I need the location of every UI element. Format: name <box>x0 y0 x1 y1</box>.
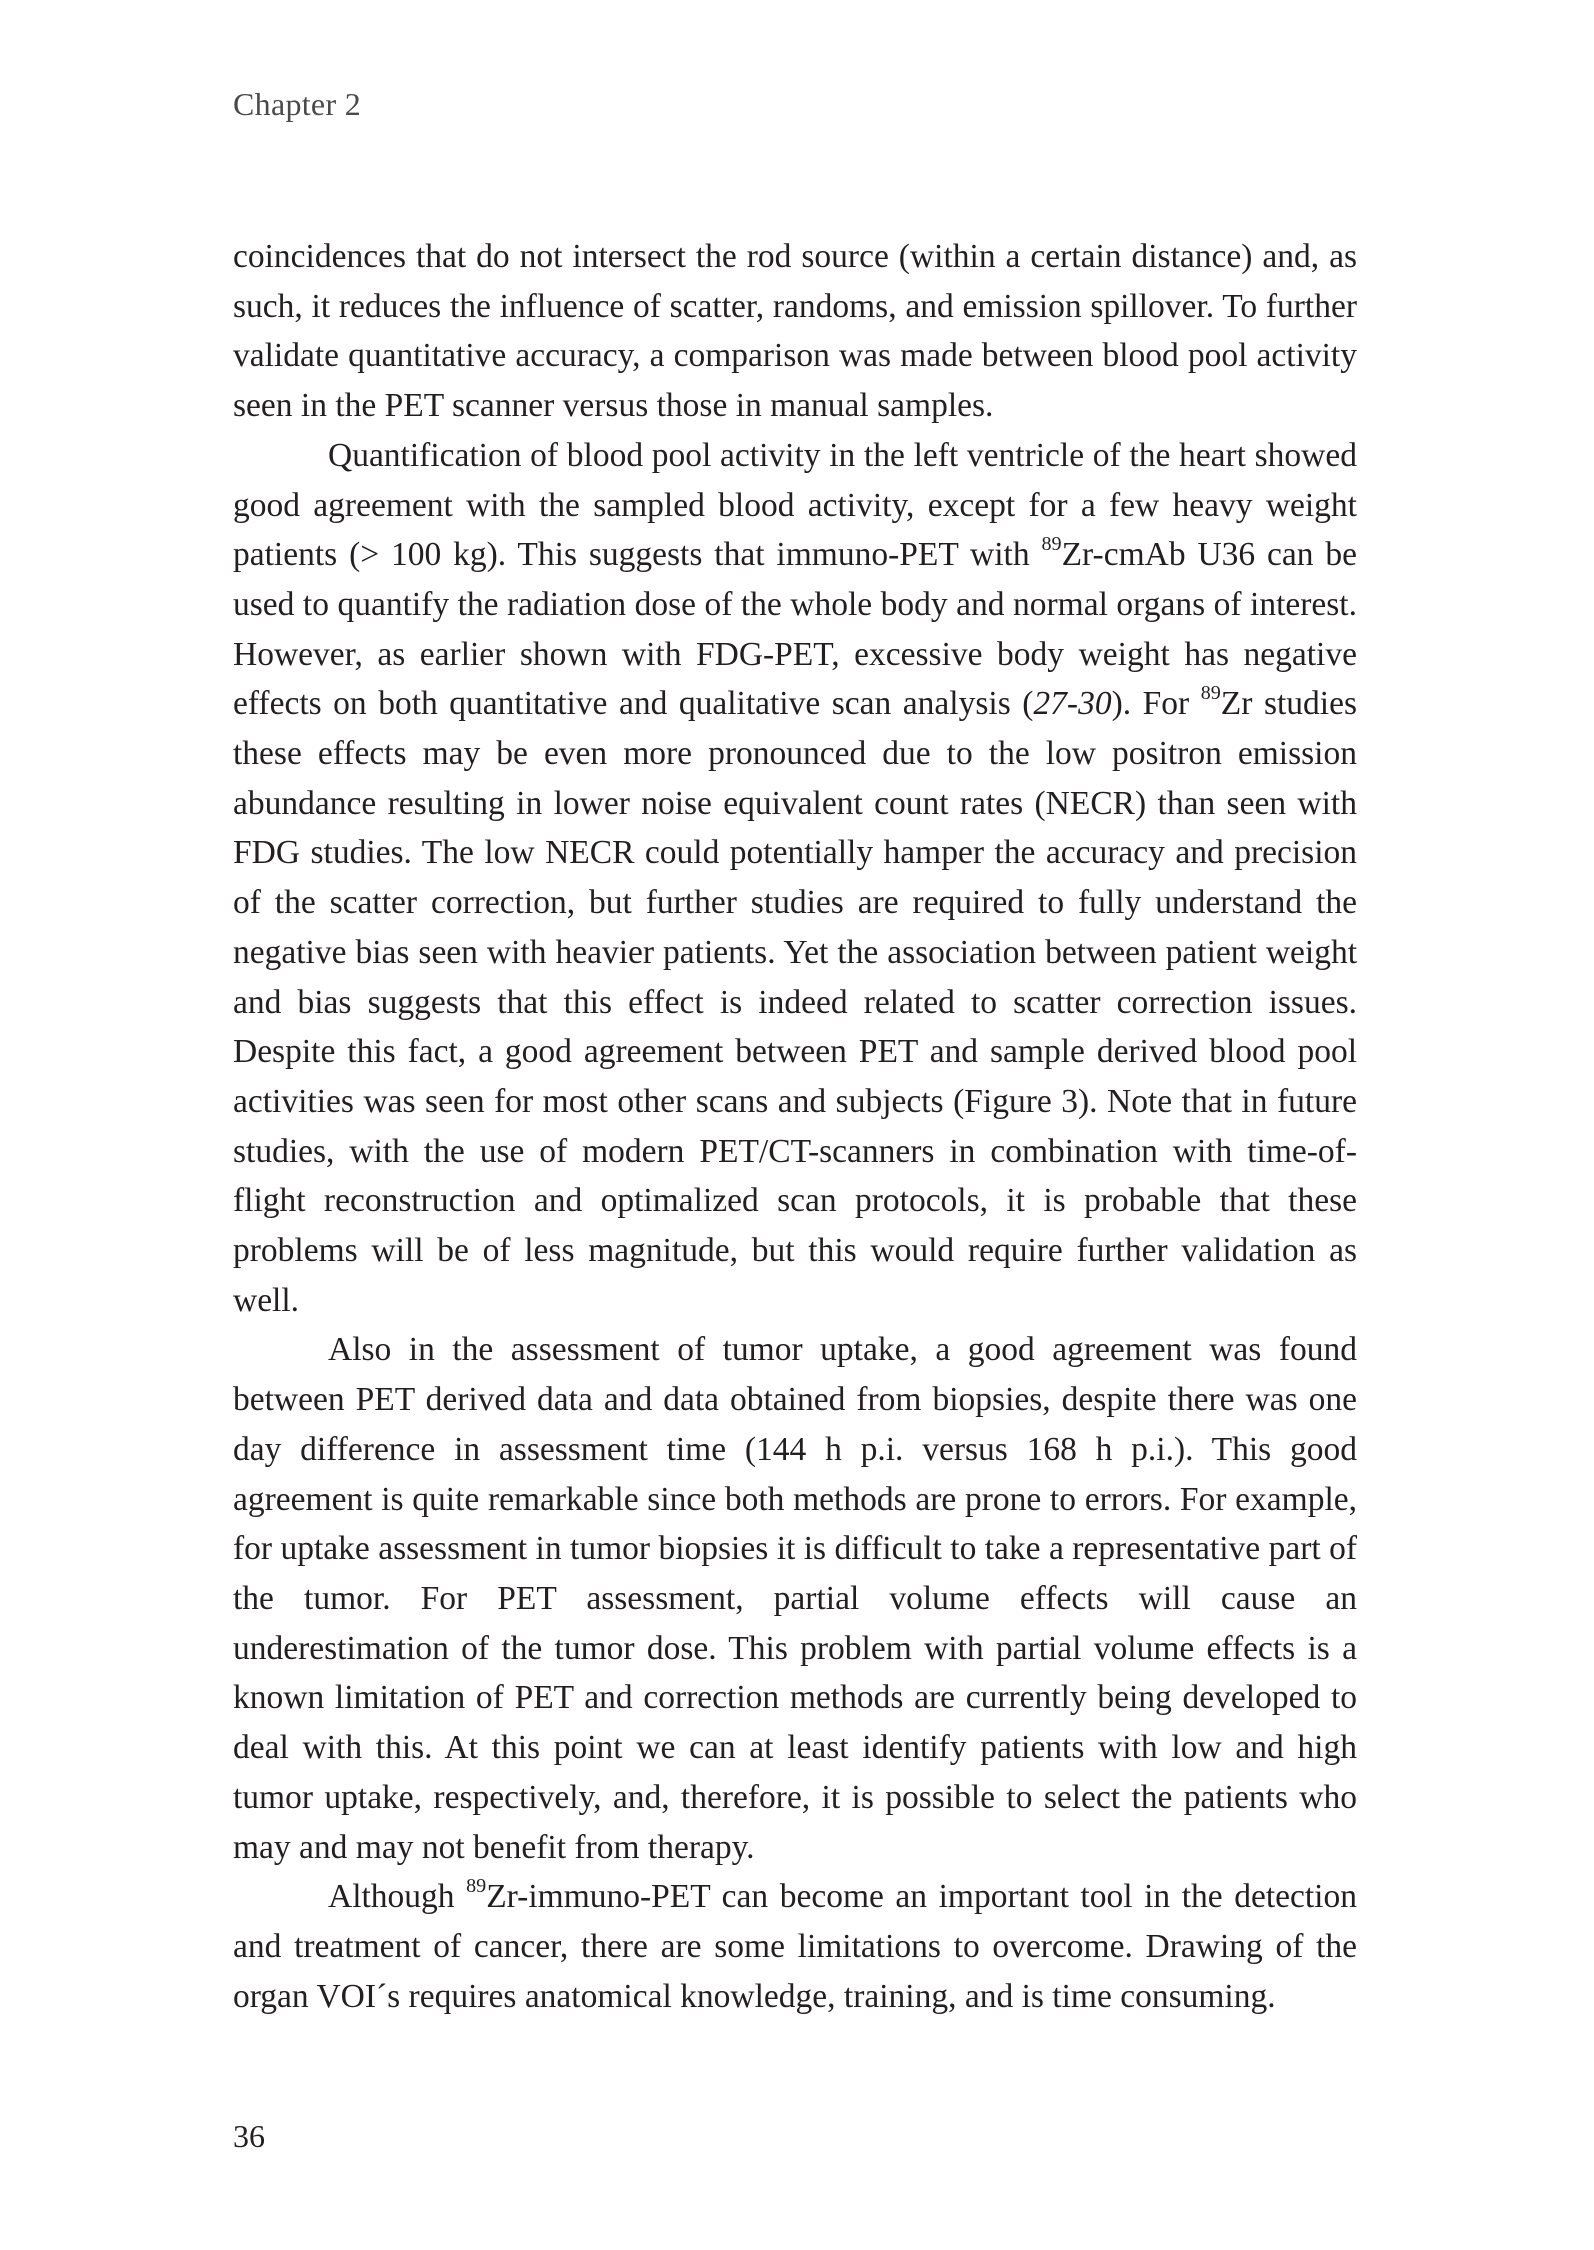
paragraph-2-text-d: Zr studies these effects may be even more pronounced due to the low positron emission abundance resulting in lower noise equivalent count rates (NECR) than seen with FDG studies. The low NECR could potentially hamper the accuracy and precision of the scatter correction, but further studies are required to fully understand the negative bias seen with heavier patients. Yet the association between patient weight and bias suggests that this effect is indeed related to scatter correction issues. Despite this fact, a good agreement between PET and sample derived blood pool activities was seen for most other scans and subjects (Figure 3). Note that in future studies, with the use of modern PET/CT-scanners in combination with time-of-flight reconstruction and optimalized scan protocols, it is probable that these problems will be of less magnitude, but this would require further validation as well. <box>233 685 1357 1319</box>
page-number: 36 <box>233 2118 265 2154</box>
body-text <box>233 232 1357 2021</box>
paragraph-4-text-b: Zr-immuno-PET can become an important tool in the detection and treatment of cancer, there are some limitations to overcome. Drawing of the organ VOI´s requires anatomical knowledge, training, and is time consuming. <box>233 1878 1357 2015</box>
isotope-superscript: 89 <box>1200 682 1221 705</box>
running-header: Chapter 2 <box>233 86 361 122</box>
paragraph-4 <box>233 1872 1357 2021</box>
paragraph-2 <box>233 431 1357 1326</box>
paragraph-4-text-a: Although <box>328 1878 467 1916</box>
citation-reference: 27-30 <box>1033 685 1112 723</box>
paragraph-2-text-b: Zr-cmAb U36 can be used to quantify the radiation dose of the whole body and normal organs of interest. However, as earlier shown with FDG-PET, excessive body weight has negative effects on both quantitative and qualitative scan analysis ( <box>233 536 1357 723</box>
isotope-superscript: 89 <box>466 1875 487 1898</box>
isotope-superscript: 89 <box>1041 533 1062 556</box>
paragraph-3: Also in the assessment of tumor uptake, a good agreement was found between PET derived data and data obtained from biopsies, despite there was one day difference in assessment time (144 h p.i. versus 168 h p.i.). This good agreement is quite remarkable since both methods are prone to errors. For example, for uptake assessment in tumor biopsies it is difficult to take a representative part of the tumor. For PET assessment, partial volume effects will cause an underestimation of the tumor dose. This problem with partial volume effects is a known limitation of PET and correction methods are currently being developed to deal with this. At this point we can at least identify patients with low and high tumor uptake, respectively, and, therefore, it is possible to select the patients who may and may not benefit from therapy. <box>233 1331 1357 1866</box>
paragraph-2-text-c: ). For <box>1111 685 1201 723</box>
paragraph-1: coincidences that do not intersect the rod source (within a certain distance) and, as such, it reduces the influence of scatter, randoms, and emission spillover. To further validate quantitative accuracy, a comparison was made between blood pool activity seen in the PET scanner versus those in manual samples. <box>233 238 1357 425</box>
paragraph-2-text-a: Quantification of blood pool activity in the left ventricle of the heart showed good agreement with the sampled blood activity, except for a few heavy weight patients (> 100 kg). This suggests that immuno-PET with <box>233 436 1357 574</box>
